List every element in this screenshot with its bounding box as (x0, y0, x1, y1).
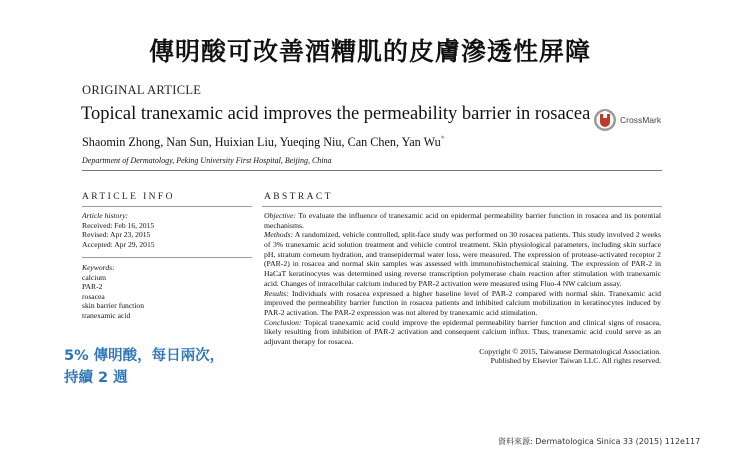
abstract-objective (264, 211, 661, 230)
abstract-body (264, 211, 661, 366)
keywords (82, 263, 144, 321)
objective-label: Objective: (264, 211, 297, 220)
paper-title: Topical tranexamic acid improves the permeability barrier in rosacea (81, 104, 591, 124)
crossmark-badge[interactable] (593, 108, 661, 132)
results-text: Individuals with rosacea expressed a higher baseline level of PAR-2 compared with normal skin. Tranexamic acid improved the permeability barrier function in rosacea patients and inhibited calcium mobilization in keratinocytes induced by PAR-2 activation. The PAR-2 expression was not altered by tranexamic acid stimulation. (264, 288, 662, 317)
keywords-divider (82, 257, 252, 258)
keyword-item: tranexamic acid (82, 310, 131, 320)
history-received: Received: Feb 16, 2015 (82, 220, 155, 230)
article-type-label: ORIGINAL ARTICLE (82, 83, 202, 97)
article-info-heading: ARTICLE INFO (82, 192, 175, 202)
keyword-item: skin barrier function (82, 301, 144, 311)
crossmark-icon (593, 108, 617, 132)
methods-text: A randomized, vehicle controlled, split-face study was performed on 30 rosacea patients. This study involved 2 weeks of 3% tranexamic acid solution treatment and vehicle control treatment. Skin physiological parameters, including skin surface pH, stratum corneum hydration, and transepidermal water loss, were measured. The expression of protease-activated receptor 2 (PAR-2) in rosacea and normal skin samples was assessed with immunohistochemical staining. The expression of PAR-2 in HaCaT keratinocytes was determined using reverse transcription polymerase chain reaction after stimulation with tranexamic acid. Changes of intracellular calcium induced by PAR-2 activation were measured using Fluo-4 NW calcium assay. (264, 230, 661, 288)
methods-label: Methods: (264, 230, 294, 240)
corresponding-author-mark[interactable]: * (440, 134, 445, 143)
conclusion-label: Conclusion: (264, 317, 302, 327)
abstract-divider (262, 206, 662, 207)
results-label: Results: (264, 288, 289, 298)
author-list (82, 134, 445, 150)
article-info-divider (82, 206, 252, 207)
keyword-item: rosacea (82, 291, 105, 301)
callout-line-1: 5% 傳明酸，每日兩次， (64, 348, 225, 364)
conclusion-text: Topical tranexamic acid could improve the epidermal permeability barrier function and clinical signs of rosacea, likely resulting from inhibition of PAR-2 activation and consequent calcium influx. Thus, tranexamic acid could serve as an adjuvant therapy for rosacea. (264, 317, 661, 346)
abstract-methods (264, 230, 661, 288)
history-accepted: Accepted: Apr 29, 2015 (82, 239, 155, 249)
keyword-item: calcium (82, 272, 107, 282)
dosage-callout (64, 345, 224, 389)
header-divider (82, 170, 662, 171)
history-revised: Revised: Apr 23, 2015 (82, 230, 151, 240)
article-history-label: Article history: (82, 211, 129, 220)
source-citation: 資料來源: Dermatologica Sinica 33 (2015) 112e117 (498, 437, 701, 446)
abstract-conclusion (264, 318, 661, 347)
affiliation: Department of Dermatology, Peking University First Hospital, Beijing, China (82, 156, 332, 165)
objective-text: To evaluate the influence of tranexamic acid on epidermal permeability barrier function in rosacea and its potential mechanisms. (264, 211, 661, 230)
callout-line-2: 持續 2 週 (64, 370, 128, 386)
abstract-results (264, 289, 661, 318)
slide-title: 傳明酸可改善酒糟肌的皮膚滲透性屏障 (148, 37, 591, 66)
article-history (82, 211, 155, 249)
copyright-line: Copyright © 2015, Taiwanese Dermatological Association. (479, 346, 661, 356)
publisher-line: Published by Elsevier Taiwan LLC. All rights reserved. (490, 356, 661, 366)
crossmark-label: CrossMark (620, 115, 662, 125)
abstract-heading: ABSTRACT (264, 192, 333, 202)
keyword-item: PAR-2 (82, 282, 103, 292)
author-names: Shaomin Zhong, Nan Sun, Huixian Liu, Yueqing Niu, Can Chen, Yan Wu (82, 135, 441, 150)
keywords-label: Keywords: (82, 263, 115, 272)
